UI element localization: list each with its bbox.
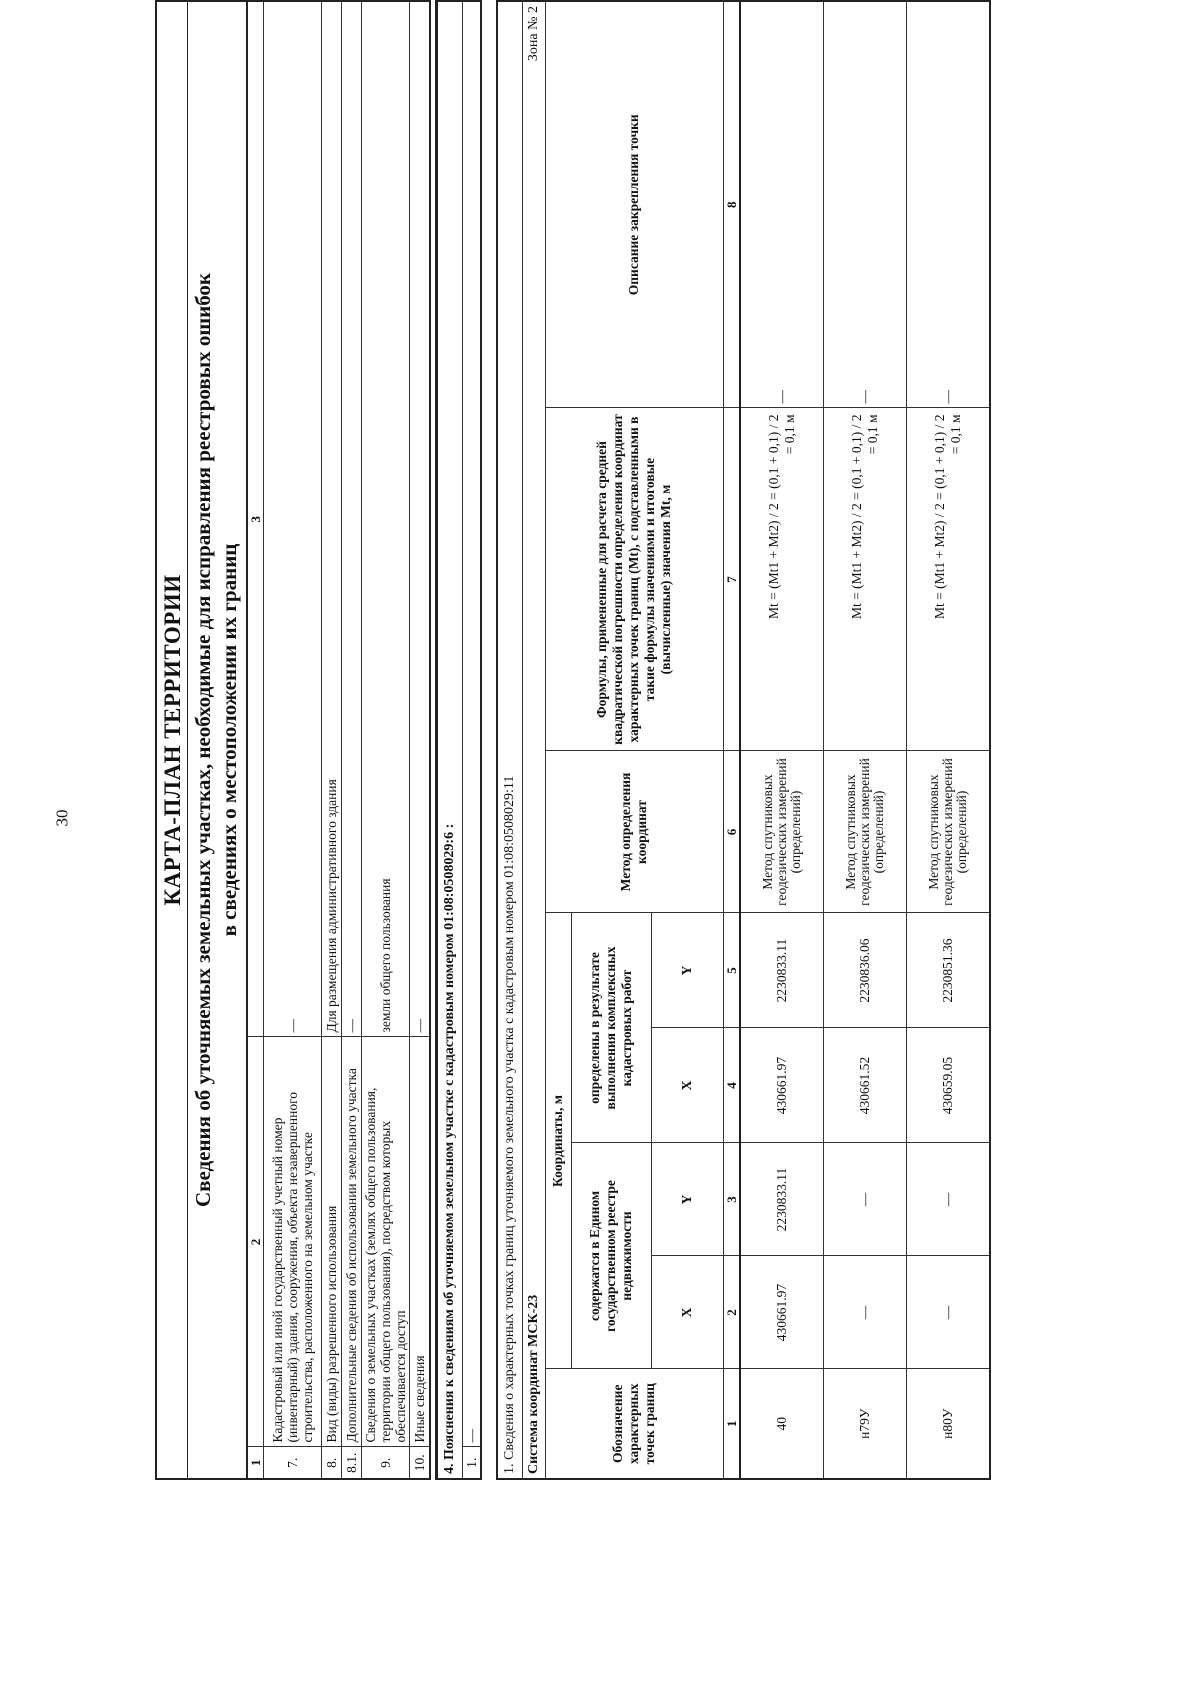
row-value: Для размещения административного здания	[322, 1, 342, 1037]
formula	[823, 408, 906, 751]
row-number: 10.	[410, 1447, 430, 1479]
point-description: —	[740, 1, 824, 408]
row-label: Кадастровый или иной государственный учетный номер (инвентарный) здания, сооружения, объекта незавершенного строительства, расположенного на земельном участке	[264, 1037, 322, 1447]
y-new: 2230851.36	[906, 913, 990, 1028]
col-num: 7	[723, 408, 740, 751]
y-egrn: —	[823, 1143, 906, 1256]
col-num: 2	[247, 1037, 264, 1447]
x-new: 430659.05	[906, 1028, 990, 1143]
page-number: 30	[52, 809, 72, 827]
section4-title: 4. Пояснения к сведениям об уточняемом земельном участке с кадастровым номером 01:08:0508029:6 :	[436, 1, 462, 1479]
point-name: н79У	[823, 1369, 906, 1479]
explanations-table	[435, 0, 482, 1480]
y-new: 2230836.06	[823, 913, 906, 1028]
col-num: 2	[723, 1256, 740, 1369]
coordinate-system	[522, 1, 545, 1479]
col-num: 1	[247, 1447, 264, 1479]
col-num: 8	[723, 1, 740, 408]
subtitle-line-1: Сведения об уточняемых земельных участках, необходимые для исправления реестровых ошибок	[191, 272, 215, 1208]
header-row-1	[545, 1, 571, 1479]
row-number: 8.	[322, 1447, 342, 1479]
x-new: 430661.97	[740, 1028, 824, 1143]
x-egrn: 430661.97	[740, 1256, 824, 1369]
header-method: Метод определения координат	[545, 751, 723, 913]
formula	[906, 408, 990, 751]
y-new: 2230833.11	[740, 913, 824, 1028]
formula-result: = 0,1 м	[781, 414, 797, 455]
page-title: КАРТА-ПЛАН ТЕРРИТОРИИ	[155, 0, 188, 1480]
formula-expr: Mt = (Mt1 + Mt2) / 2 = (0,1 + 0,1) / 2	[931, 414, 947, 619]
page-subtitle	[188, 0, 246, 1480]
y-egrn: 2230833.11	[740, 1143, 824, 1256]
header-egrn: содержатся в Едином государственном реестре недвижимости	[571, 1143, 651, 1369]
row-number: 1.	[462, 1447, 481, 1479]
table3-title: 1. Сведения о характерных точках границ уточняемого земельного участка с кадастровым номером 01:08:0508029:11	[497, 1, 523, 1479]
x-egrn: —	[823, 1256, 906, 1369]
point-name: н80У	[906, 1369, 990, 1479]
header-description: Описание закрепления точки	[545, 1, 723, 408]
method: Метод спутниковых геодезических измерений (определений)	[740, 751, 824, 913]
method: Метод спутниковых геодезических измерений (определений)	[823, 751, 906, 913]
coordinate-system-row	[522, 1, 545, 1479]
table-row	[264, 1, 322, 1479]
header-y: Y	[651, 913, 723, 1028]
rotated-sheet	[155, 0, 1075, 1480]
row-value: —	[342, 1, 362, 1037]
x-egrn: —	[906, 1256, 990, 1369]
row-value: —	[462, 1, 481, 1447]
formula	[740, 408, 824, 751]
table-row	[362, 1, 410, 1479]
boundary-points-table	[496, 0, 991, 1480]
table-row	[322, 1, 342, 1479]
table3-title-row	[497, 1, 523, 1479]
header-coords: Координаты, м	[545, 913, 571, 1369]
formula-result: = 0,1 м	[947, 414, 963, 455]
table1-col-numbers	[247, 1, 264, 1479]
col-num: 5	[723, 913, 740, 1028]
col-num: 1	[723, 1369, 740, 1479]
row-number: 9.	[362, 1447, 410, 1479]
x-new: 430661.52	[823, 1028, 906, 1143]
zone-label: Зона № 2	[526, 6, 541, 62]
point-name: 40	[740, 1369, 824, 1479]
header-point: Обозначение характерных точек границ	[545, 1369, 723, 1479]
row-label: Сведения о земельных участках (землях общего пользования, территории общего пользования), посредством которых обеспечивается доступ	[362, 1037, 410, 1447]
header-works: определены в результате выполнения комплексных кадастровых работ	[571, 913, 651, 1143]
row-value: —	[410, 1, 430, 1037]
table-row	[410, 1, 430, 1479]
header-y: Y	[651, 1143, 723, 1256]
section4-title-row	[436, 1, 462, 1479]
col-num: 3	[723, 1143, 740, 1256]
formula-expr: Mt = (Mt1 + Mt2) / 2 = (0,1 + 0,1) / 2	[765, 414, 781, 619]
point-description: —	[823, 1, 906, 408]
formula-result: = 0,1 м	[864, 414, 880, 455]
header-x: X	[651, 1256, 723, 1369]
y-egrn: —	[906, 1143, 990, 1256]
header-x: X	[651, 1028, 723, 1143]
table-row	[462, 1, 481, 1479]
row-value: —	[264, 1, 322, 1037]
row-number: 8.1.	[342, 1447, 362, 1479]
table3-col-numbers	[723, 1, 740, 1479]
col-num: 6	[723, 751, 740, 913]
method: Метод спутниковых геодезических измерений (определений)	[906, 751, 990, 913]
coordinate-system-label: Система координат МСК-23	[526, 1294, 541, 1474]
table-row	[906, 1, 990, 1479]
row-number: 7.	[264, 1447, 322, 1479]
table-row	[740, 1, 824, 1479]
table-row	[823, 1, 906, 1479]
parcel-info-table	[246, 0, 431, 1480]
header-formula: Формулы, примененные для расчета средней квадратической погрешности определения координат характерных точек границ (Mt), с подставленными в такие формулы значениями и итоговые (вычисленные) значения Mt, м	[545, 408, 723, 751]
formula-expr: Mt = (Mt1 + Mt2) / 2 = (0,1 + 0,1) / 2	[848, 414, 864, 619]
row-label: Вид (виды) разрешенного использования	[322, 1037, 342, 1447]
row-value: земли общего пользования	[362, 1, 410, 1037]
row-label: Дополнительные сведения об использовании земельного участка	[342, 1037, 362, 1447]
col-num: 4	[723, 1028, 740, 1143]
subtitle-line-2: в сведениях о местоположении их границ	[217, 543, 241, 937]
point-description: —	[906, 1, 990, 408]
col-num: 3	[247, 1, 264, 1037]
table-row	[342, 1, 362, 1479]
row-label: Иные сведения	[410, 1037, 430, 1447]
